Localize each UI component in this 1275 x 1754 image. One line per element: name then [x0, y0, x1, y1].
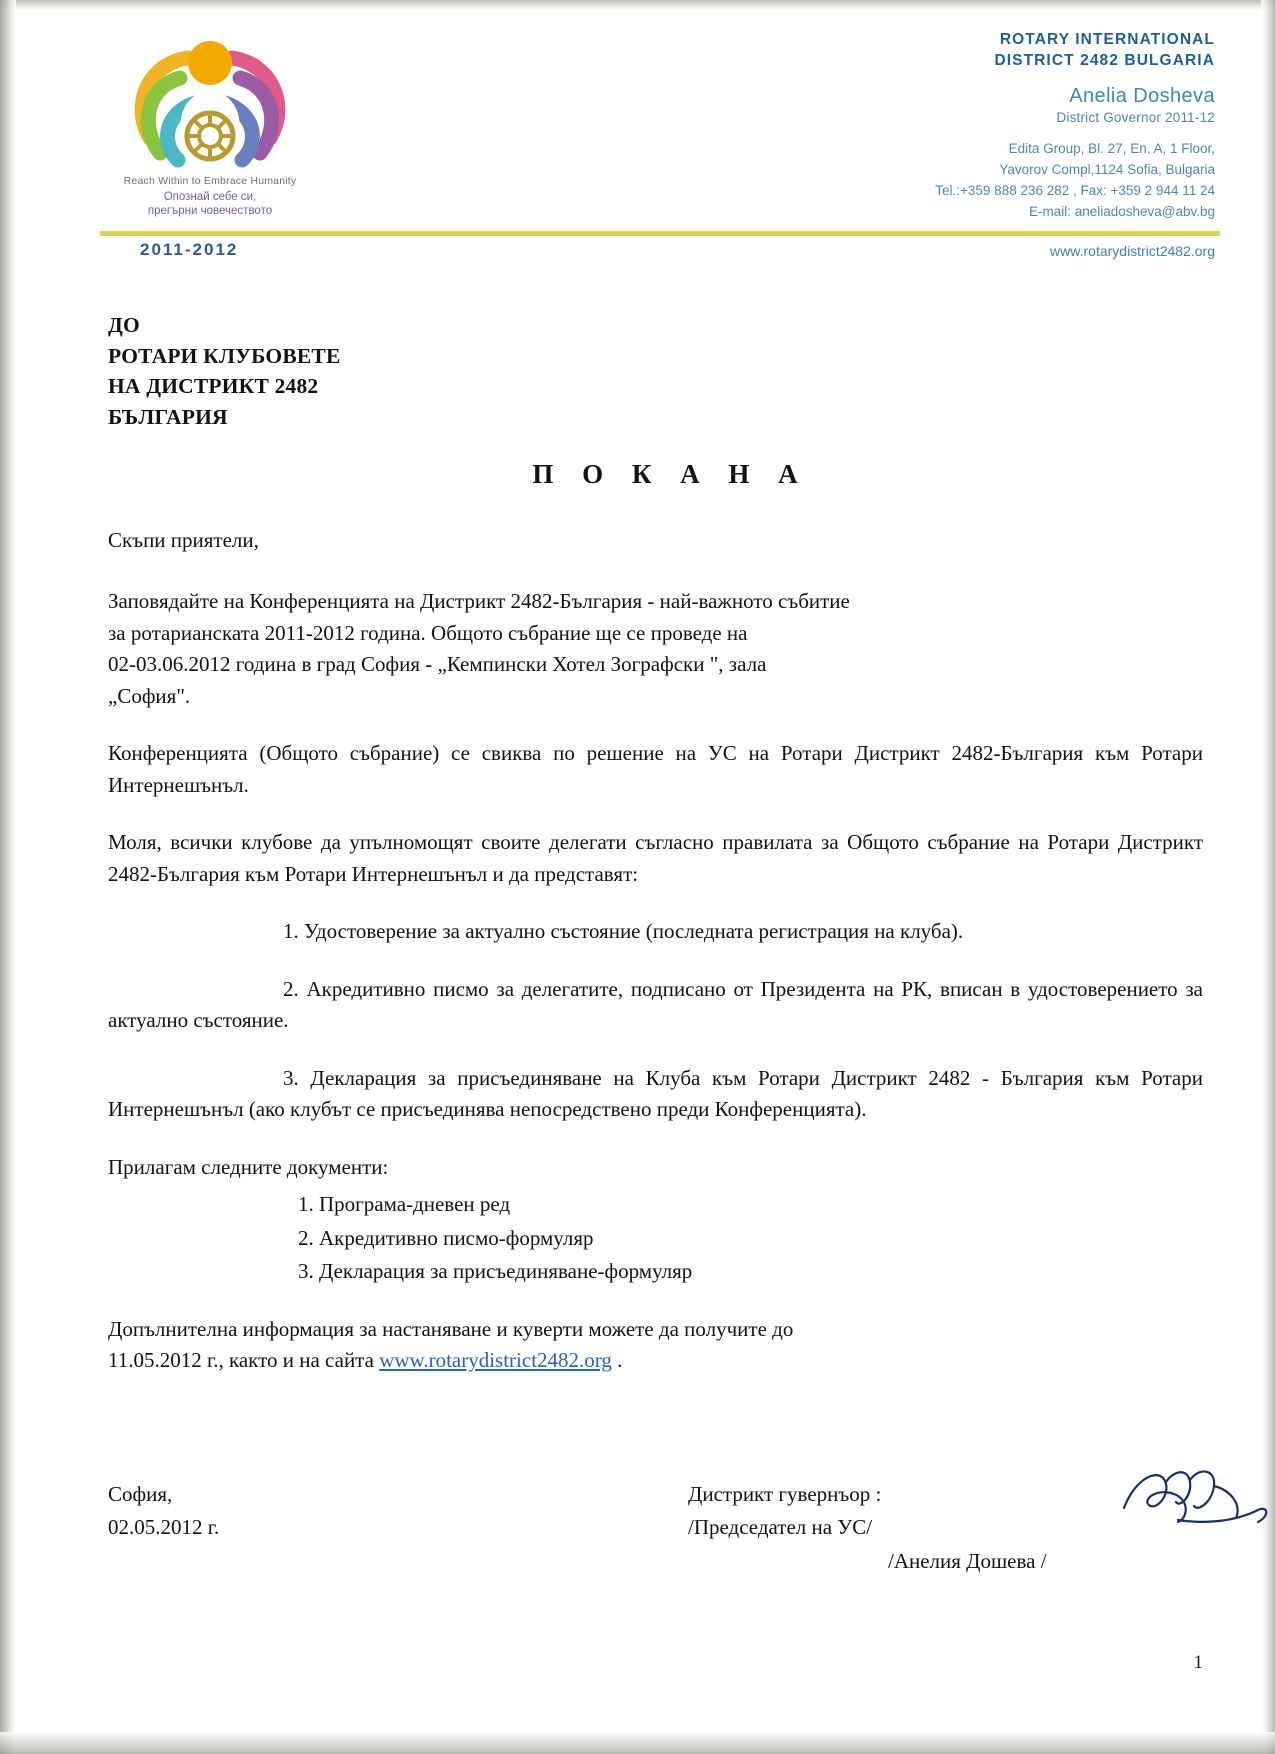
- letterhead-website: www.rotarydistrict2482.org: [1050, 243, 1215, 259]
- letter-body: [108, 310, 1203, 1403]
- signer-block: [688, 1478, 1047, 1578]
- document-title: П О К А Н А: [532, 459, 809, 490]
- paragraph-delegates: Моля, всички клубове да упълномощят своите делегати съгласно правилата за Общото събрание на Ротари Дистрикт 2482-България към Ротари Интернешънъл и да представят:: [108, 830, 1203, 886]
- closing-line-1: Допълнителна информация за настаняване и куверти можете да получите до: [108, 1316, 794, 1341]
- logo-tagline-bg: [100, 190, 320, 219]
- requirement-item-2: [108, 974, 1203, 1037]
- logo-tagline-bg-line2: прегърни човечеството: [147, 205, 273, 218]
- paragraph-invitation-line4: „София".: [108, 683, 191, 708]
- attachment-item-1: 1. Програма-дневен ред: [298, 1192, 511, 1217]
- attachments-intro: Прилагам следните документи:: [108, 1154, 389, 1179]
- signer-role-line-1: Дистрикт гувернъор :: [688, 1482, 882, 1506]
- attachments-list: [108, 1189, 1203, 1288]
- governor-name: Anelia Dosheva: [1069, 84, 1215, 107]
- addressee-line-1: ДО: [108, 313, 140, 337]
- rotary-logo-artwork: [120, 18, 300, 173]
- date: 02.05.2012 г.: [108, 1514, 220, 1539]
- requirement-item-3: [108, 1063, 1203, 1126]
- address-line-2: Yavorov Compl,1124 Sofia, Bulgaria: [999, 161, 1215, 177]
- requirement-item-1: [108, 916, 1203, 948]
- paragraph-closing-info: [108, 1314, 1203, 1377]
- paragraph-invitation-line2: за ротарианската 2011-2012 година. Общото събрание ще се проведе на: [108, 620, 748, 645]
- closing-line-2-post: .: [611, 1348, 623, 1373]
- org-name-line1: ROTARY INTERNATIONAL: [999, 31, 1215, 48]
- org-name-line2: DISTRICT 2482 BULGARIA: [994, 51, 1215, 69]
- closing-line-2-pre: 11.05.2012 г., както и на сайта: [108, 1348, 380, 1373]
- letterhead-divider: [100, 231, 1220, 235]
- contact-address: [745, 139, 1215, 223]
- greeting: Скъпи приятели,: [108, 527, 259, 552]
- address-line-1: Edita Group, Bl. 27, En. A, 1 Floor,: [1008, 140, 1215, 156]
- letterhead: [0, 0, 1275, 290]
- requirement-item-1-text: 1. Удостоверение за актуално състояние (последната регистрация на клуба).: [283, 919, 964, 944]
- signer-name: /Анелия Дошева /: [888, 1549, 1047, 1574]
- rotary-year-label: 2011-2012: [140, 240, 239, 259]
- signer-role-line-2: /Председател на УС/: [688, 1514, 873, 1539]
- requirement-item-3-text: 3. Декларация за присъединяване на Клуба към Ротари Дистрикт 2482 - България към Ротари Интернешънъл (ако клубът се присъединява непосредствено преди Конференцията).: [108, 1065, 1203, 1122]
- website-link[interactable]: www.rotarydistrict2482.org: [379, 1348, 612, 1373]
- email-line: E-mail: aneliadosheva@abv.bg: [1028, 203, 1215, 219]
- place: София,: [108, 1482, 173, 1506]
- logo-tagline-en: Reach Within to Embrace Humanity: [123, 175, 297, 187]
- rotary-logo: [100, 18, 320, 219]
- addressee-block: [108, 310, 1203, 432]
- attachment-item-2: 2. Акредитивно писмо-формуляр: [298, 1225, 594, 1250]
- paragraph-invitation: [108, 586, 1203, 712]
- addressee-line-2: РОТАРИ КЛУБОВЕТЕ: [108, 343, 341, 368]
- paragraph-invitation-line3: 02-03.06.2012 година в град София - „Кемпински Хотел Зографски ", зала: [108, 652, 767, 677]
- attachment-item-3: 3. Декларация за присъединяване-формуляр: [298, 1259, 693, 1284]
- requirement-item-2-text: 2. Акредитивно писмо за делегатите, подписано от Президента на РК, вписан в удостоверението за актуално състояние.: [108, 976, 1203, 1033]
- page-number: 1: [1193, 1652, 1203, 1673]
- letterhead-contact-block: [745, 30, 1215, 223]
- paragraph-convocation: Конференцията (Общото събрание) се свиква по решение на УС на Ротари Дистрикт 2482-България към Ротари Интернешънъл.: [108, 741, 1203, 797]
- addressee-line-3: НА ДИСТРИКТ 2482: [108, 374, 319, 399]
- scan-edge-bottom: [0, 1732, 1275, 1754]
- addressee-line-4: БЪЛГАРИЯ: [108, 404, 228, 429]
- place-date-block: [108, 1478, 219, 1543]
- logo-tagline-bg-line1: Опознай себе си,: [163, 191, 257, 203]
- paragraph-invitation-line1: Заповядайте на Конференцията на Дистрикт 2482-България - най-важното събитие: [108, 589, 850, 614]
- phone-fax-line: Tel.:+359 888 236 282 , Fax: +359 2 944 11 24: [935, 182, 1215, 198]
- handwritten-signature: [1118, 1460, 1275, 1550]
- governor-role: District Governor 2011-12: [1056, 109, 1215, 125]
